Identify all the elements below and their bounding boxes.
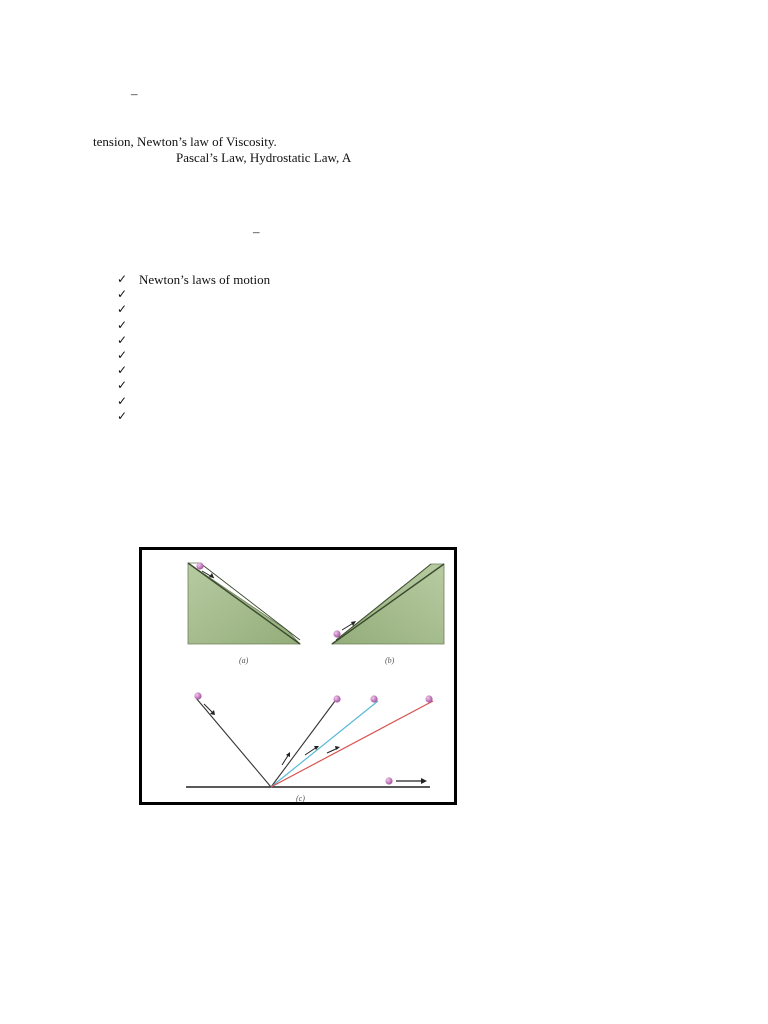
checklist-item (117, 363, 270, 378)
label-c: (c) (296, 794, 305, 802)
checklist-item (117, 333, 270, 348)
left-ramp (196, 698, 271, 787)
checklist-item (117, 302, 270, 317)
checklist-item-label: Newton’s laws of motion (139, 272, 271, 288)
checkmark-icon: ✓ (117, 378, 128, 393)
figure-drawing (142, 550, 454, 802)
incline-a (188, 562, 300, 644)
checklist-item (117, 348, 270, 363)
checkmark-icon: ✓ (117, 332, 128, 347)
cyan-ramp (271, 701, 378, 787)
ball-icon (385, 777, 392, 784)
checklist-item (117, 409, 270, 424)
ball-icon (370, 695, 377, 702)
ramps-c (186, 692, 433, 787)
dash-mark: – (131, 86, 138, 101)
checklist-item (117, 378, 270, 393)
checklist (117, 272, 270, 424)
label-b: (b) (385, 656, 395, 665)
dash-mark: – (253, 224, 260, 239)
checkmark-icon: ✓ (117, 272, 128, 287)
checklist-item (117, 394, 270, 409)
text-line: tension, Newton’s law of Viscosity. (93, 134, 277, 149)
incline-b (332, 564, 444, 644)
ball-icon (196, 562, 203, 569)
ball-icon (194, 692, 201, 699)
checkmark-icon: ✓ (117, 287, 128, 302)
text-line: Pascal’s Law, Hydrostatic Law, A (176, 150, 352, 165)
checkmark-icon: ✓ (117, 363, 128, 378)
checkmark-icon: ✓ (117, 408, 128, 423)
label-a: (a) (239, 656, 249, 665)
ball-icon (425, 695, 432, 702)
checkmark-icon: ✓ (117, 348, 128, 363)
checkmark-icon: ✓ (117, 393, 128, 408)
checkmark-icon: ✓ (117, 317, 128, 332)
checklist-item (117, 318, 270, 333)
checkmark-icon: ✓ (117, 302, 128, 317)
ball-icon (333, 630, 340, 637)
red-ramp (271, 701, 433, 787)
checklist-item (117, 272, 270, 287)
ball-icon (333, 695, 340, 702)
inclined-plane-figure (139, 547, 457, 805)
checklist-item (117, 287, 270, 302)
